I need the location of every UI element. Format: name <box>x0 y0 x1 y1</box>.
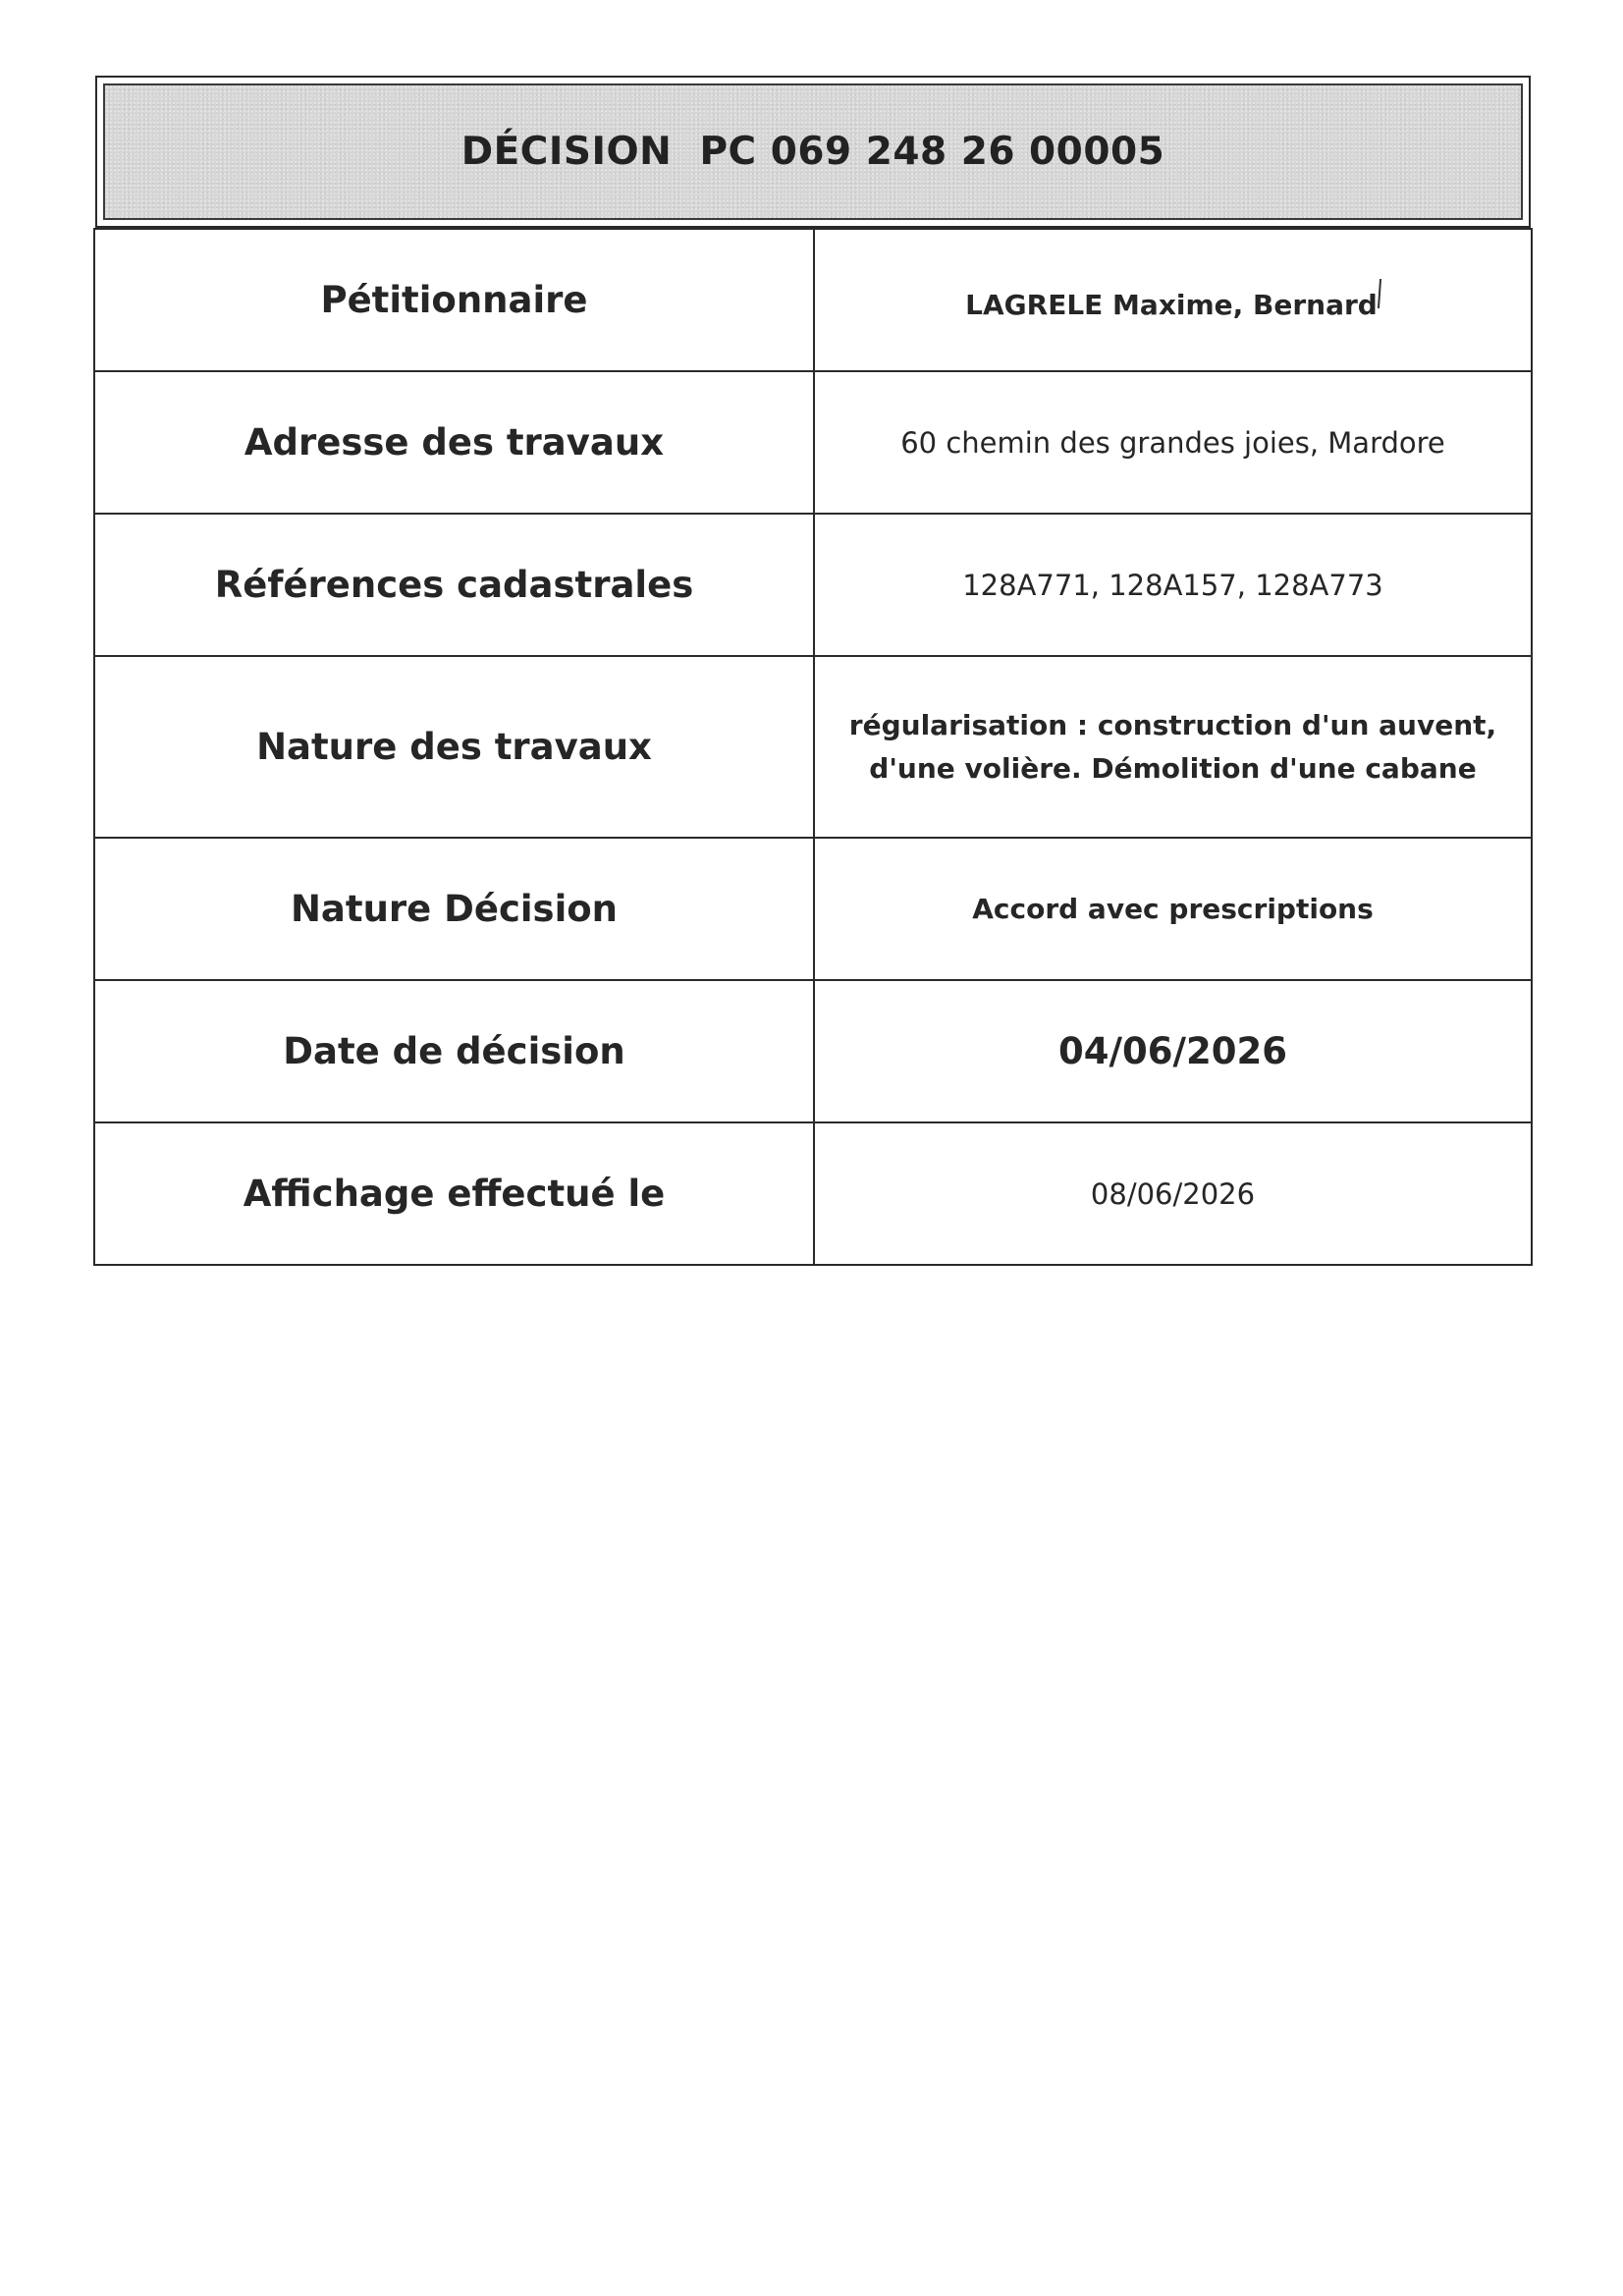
row-label: Date de décision <box>94 980 814 1122</box>
row-label: Références cadastrales <box>94 514 814 656</box>
row-label: Nature Décision <box>94 838 814 980</box>
row-value: Accord avec prescriptions <box>814 838 1532 980</box>
table-row-nature-decision <box>94 838 1532 980</box>
row-label: Pétitionnaire <box>94 229 814 371</box>
petitioner-value <box>814 229 1532 371</box>
pen-mark-icon <box>1378 279 1381 308</box>
row-value: LAGRELE Maxime, Bernard <box>965 289 1378 321</box>
row-label: Affichage effectué le <box>94 1122 814 1265</box>
row-label: Nature des travaux <box>94 656 814 838</box>
table-row-affichage <box>94 1122 1532 1265</box>
decision-table <box>93 228 1533 1266</box>
row-value: 60 chemin des grandes joies, Mardore <box>814 371 1532 514</box>
table-row-date-decision <box>94 980 1532 1122</box>
table-row-nature-travaux <box>94 656 1532 838</box>
table-row-petitionnaire <box>94 229 1532 371</box>
title-banner <box>103 83 1523 220</box>
row-value: régularisation : construction d'un auvent, d'une volière. Démolition d'une cabane <box>814 656 1532 838</box>
row-value: 128A771, 128A157, 128A773 <box>814 514 1532 656</box>
document-title: DÉCISION PC 069 248 26 00005 <box>460 130 1165 174</box>
title-frame <box>95 76 1531 228</box>
table-row-references <box>94 514 1532 656</box>
row-value: 08/06/2026 <box>814 1122 1532 1265</box>
table-row-adresse <box>94 371 1532 514</box>
row-value: 04/06/2026 <box>814 980 1532 1122</box>
row-label: Adresse des travaux <box>94 371 814 514</box>
